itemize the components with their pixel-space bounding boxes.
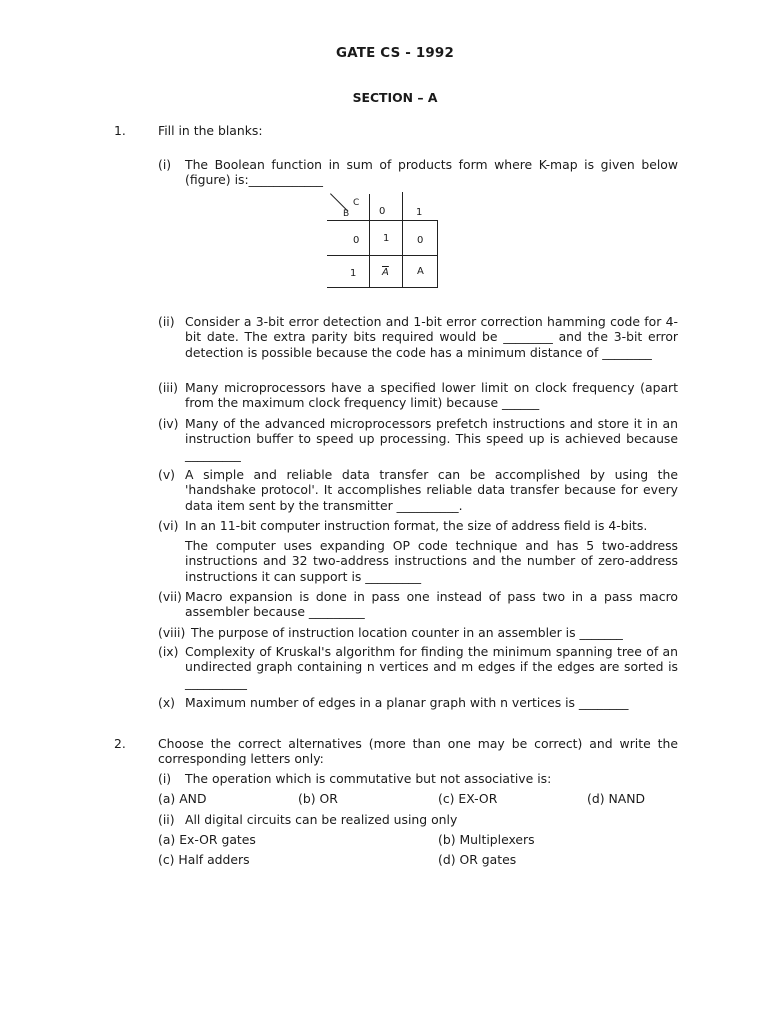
kmap-col-var: C xyxy=(353,198,360,208)
item-text: In an 11-bit computer instruction format, the size of address field is 4-bits. xyxy=(185,518,648,533)
q2-sub-ii xyxy=(158,812,678,827)
kmap-line xyxy=(327,255,437,256)
q1-item-ix xyxy=(158,644,678,690)
option-b: (b) OR xyxy=(298,791,338,806)
item-label: (ix) xyxy=(158,644,179,659)
option-a: (a) Ex-OR gates xyxy=(158,832,256,847)
kmap-line xyxy=(402,192,403,288)
item-label: (vi) xyxy=(158,518,179,533)
item-text: Macro expansion is done in pass one instead of pass two in a pass macro assembler because _________ xyxy=(185,589,678,620)
question-2-number: 2. xyxy=(114,736,126,751)
item-label: (v) xyxy=(158,467,176,482)
q1-item-vi-continued xyxy=(158,538,678,584)
q1-item-v xyxy=(158,467,678,513)
kmap-line xyxy=(327,220,437,221)
option-d: (d) NAND xyxy=(587,791,646,806)
option-b: (b) Multiplexers xyxy=(438,832,535,847)
item-text: The Boolean function in sum of products form where K-map is given below (figure) is:____________ xyxy=(185,157,678,188)
kmap-row-header: 0 xyxy=(353,235,360,246)
item-label: (i) xyxy=(158,771,172,786)
kmap-cell-a-bar: $\overline{A}$ xyxy=(382,267,389,278)
item-text: Many microprocessors have a specified lower limit on clock frequency (apart from the maximum clock frequency limit) because ______ xyxy=(185,380,678,411)
item-label: (ii) xyxy=(158,314,175,329)
q2-sub-i xyxy=(158,771,678,786)
item-text: Complexity of Kruskal's algorithm for finding the minimum spanning tree of an undirected graph containing n vertices and m edges if the edges are sorted is __________ xyxy=(185,644,678,690)
kmap-cell: 0 xyxy=(417,235,424,246)
item-text: The computer uses expanding OP code technique and has 5 two-address instructions and 32 two-address instructions and the number of zero-address instructions it can support is _________ xyxy=(185,538,678,584)
question-1-number: 1. xyxy=(114,123,126,138)
q1-item-viii xyxy=(158,625,678,640)
item-label: (i) xyxy=(158,157,172,172)
q1-item-x xyxy=(158,695,678,710)
kmap-col-header: 0 xyxy=(379,206,386,217)
item-label: (viii) xyxy=(158,625,186,640)
q1-item-iv xyxy=(158,416,678,462)
item-text: The purpose of instruction location counter in an assembler is _______ xyxy=(191,625,623,640)
q1-item-iii xyxy=(158,380,678,411)
kmap-line xyxy=(437,220,438,288)
item-text: The operation which is commutative but not associative is: xyxy=(185,771,552,786)
question-2-text: Choose the correct alternatives (more than one may be correct) and write the corresponding letters only: xyxy=(158,736,678,767)
item-text: Consider a 3-bit error detection and 1-bit error correction hamming code for 4-bit date. The extra parity bits required would be ________ and the 3-bit error detection is possible because the code has a minimum distance of ________ xyxy=(185,314,678,360)
option-a: (a) AND xyxy=(158,791,207,806)
item-label: (ii) xyxy=(158,812,175,827)
kmap-col-header: 1 xyxy=(416,207,423,218)
kmap-cell: 1 xyxy=(383,233,390,244)
item-label: (iii) xyxy=(158,380,178,395)
option-d: (d) OR gates xyxy=(438,852,517,867)
item-text: A simple and reliable data transfer can be accomplished by using the 'handshake protocol'. It accomplishes reliable data transfer because for every data item sent by the transmitter __________. xyxy=(185,467,678,513)
q1-item-vii xyxy=(158,589,678,620)
item-label: (vii) xyxy=(158,589,182,604)
document-title: GATE CS - 1992 xyxy=(336,46,454,61)
option-c: (c) Half adders xyxy=(158,852,250,867)
item-label: (iv) xyxy=(158,416,179,431)
q1-item-vi xyxy=(158,518,678,533)
option-c: (c) EX-OR xyxy=(438,791,498,806)
q1-item-ii xyxy=(158,314,678,360)
item-text: Many of the advanced microprocessors prefetch instructions and store it in an instruction buffer to speed up processing. This speed up is achieved because _________ xyxy=(185,416,678,462)
kmap-line xyxy=(327,287,437,288)
kmap-row-header: 1 xyxy=(350,268,357,279)
item-label: (x) xyxy=(158,695,176,710)
item-text: All digital circuits can be realized using only xyxy=(185,812,458,827)
kmap-cell: A xyxy=(417,266,424,277)
kmap-line xyxy=(369,194,370,288)
section-heading: SECTION – A xyxy=(352,90,438,105)
karnaugh-map xyxy=(327,192,439,288)
kmap-row-var: B xyxy=(343,209,350,219)
item-text: Maximum number of edges in a planar graph with n vertices is ________ xyxy=(185,695,629,710)
question-1-text: Fill in the blanks: xyxy=(158,123,263,138)
q1-item-i xyxy=(158,157,678,188)
